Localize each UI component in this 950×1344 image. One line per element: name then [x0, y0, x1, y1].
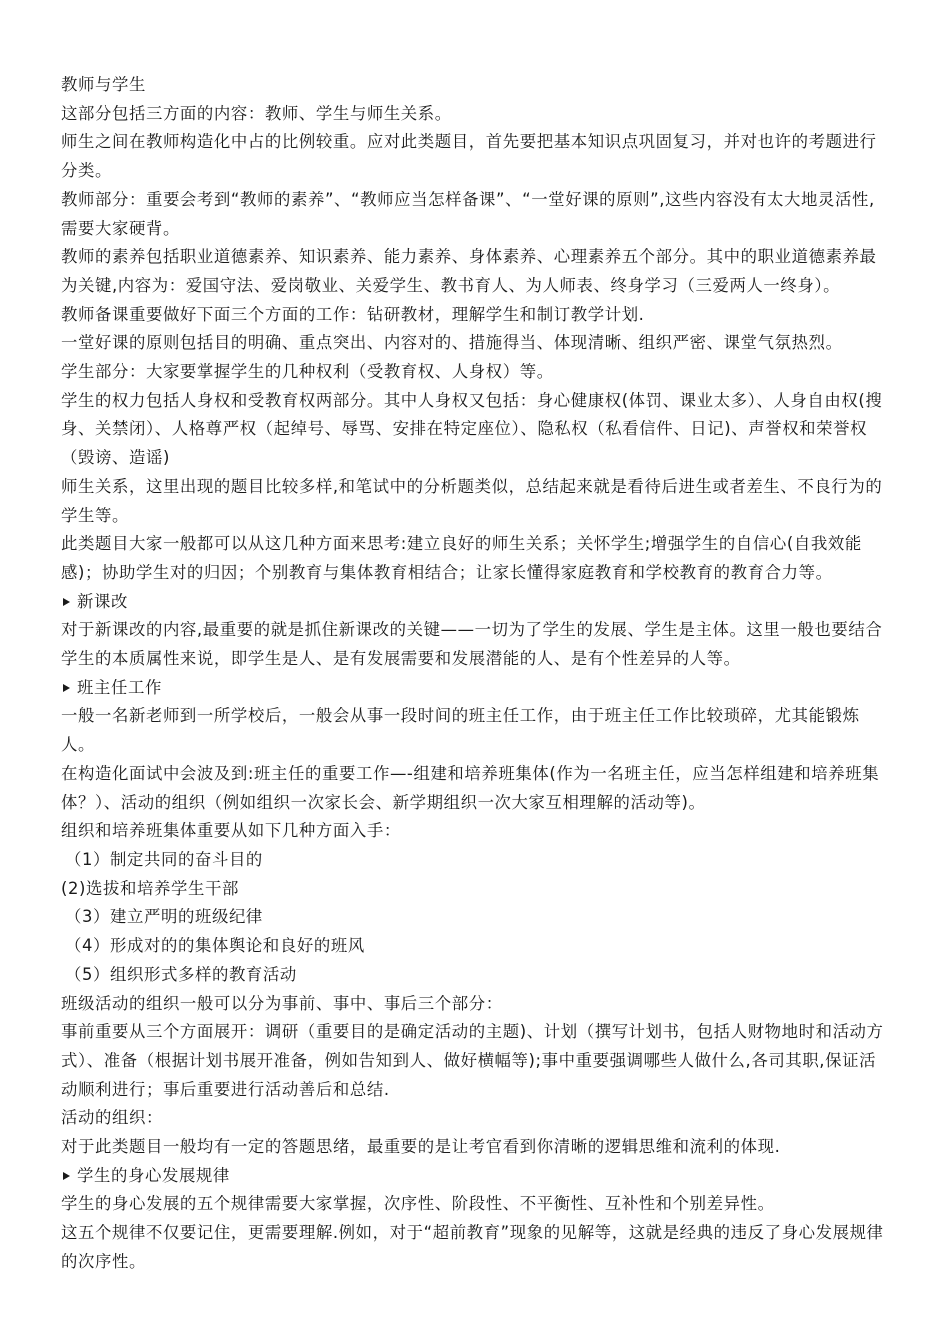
- paragraph: 教师的素养包括职业道德素养、知识素养、能力素养、身体素养、心理素养五个部分。其中的职业道德素养最为关键,内容为：爱国守法、爱岗敬业、关爱学生、教书育人、为人师表、终身学习（三爱两人一终身）。: [61, 247, 877, 295]
- section-heading-head-teacher: [61, 674, 891, 703]
- triangle-bullet-icon: [63, 1172, 70, 1180]
- document-page: [61, 71, 891, 1277]
- triangle-bullet-icon: [63, 598, 70, 606]
- list-item: （3）建立严明的班级纪律: [65, 907, 263, 927]
- paragraph: 这部分包括三方面的内容：教师、学生与师生关系。: [61, 103, 452, 123]
- list-item: （4）形成对的的集体舆论和良好的班风: [65, 936, 365, 956]
- section-heading-label: 班主任工作: [77, 677, 162, 697]
- paragraph: 事前重要从三个方面展开：调研（重要目的是确定活动的主题)、计划（撰写计划书，包括人财物地时和活动方式）、准备（根据计划书展开准备，例如告知到人、做好横幅等);事中重要强调哪些人做什么,各司其职,保证活动顺利进行；事后重要进行活动善后和总结.: [61, 1022, 884, 1099]
- paragraph: 这五个规律不仅要记住，更需要理解.例如，对于“超前教育”现象的见解等，这就是经典的违反了身心发展规律的次序性。: [61, 1223, 884, 1271]
- paragraph: 班级活动的组织一般可以分为事前、事中、事后三个部分：: [61, 993, 503, 1013]
- paragraph: 此类题目大家一般都可以从这几种方面来思考:建立良好的师生关系；关怀学生;增强学生的自信心(自我效能感)；协助学生对的归因；个别教育与集体教育相结合；让家长懂得家庭教育和学校教育的教育合力等。: [61, 534, 862, 582]
- paragraph: 教师部分：重要会考到“教师的素养”、“教师应当怎样备课”、“一堂好课的原则”,这些内容没有太大地灵活性,需要大家硬背。: [61, 189, 875, 238]
- paragraph: 师生关系，这里出现的题目比较多样,和笔试中的分析题类似，总结起来就是看待后进生或者差生、不良行为的学生等。: [61, 476, 883, 525]
- section-heading-label: 学生的身心发展规律: [77, 1165, 230, 1185]
- paragraph: 学生部分：大家要掌握学生的几种权利（受教育权、人身权）等。: [61, 362, 554, 382]
- section-heading-new-curriculum: [61, 588, 891, 617]
- list-item: （5）组织形式多样的教育活动: [65, 964, 297, 984]
- paragraph: 活动的组织：: [61, 1108, 163, 1128]
- paragraph: 学生的权力包括人身权和受教育权两部分。其中人身权又包括：身心健康权(体罚、课业太多）、人身自由权(搜身、关禁闭）、人格尊严权（起绰号、辱骂、安排在特定座位）、隐私权（私看信件、日记)、声誉权和荣誉权（毁谤、造谣): [61, 390, 883, 468]
- document-title: 教师与学生: [61, 75, 146, 94]
- paragraph: 教师备课重要做好下面三个方面的工作：钻研教材，理解学生和制订教学计划.: [61, 304, 645, 324]
- paragraph: 师生之间在教师构造化中占的比例较重。应对此类题目，首先要把基本知识点巩固复习，并对也许的考题进行分类。: [61, 132, 877, 181]
- paragraph: 一堂好课的原则包括目的明确、重点突出、内容对的、措施得当、体现清晰、组织严密、课堂气氛热烈。: [61, 333, 843, 353]
- list-item: (2)选拔和培养学生干部: [61, 878, 239, 898]
- list-item: （1）制定共同的奋斗目的: [65, 849, 263, 869]
- section-heading-label: 新课改: [77, 591, 128, 611]
- section-heading-development: [61, 1162, 891, 1191]
- paragraph: 对于此类题目一般均有一定的答题思绪，最重要的是让考官看到你清晰的逻辑思维和流利的体现.: [61, 1137, 781, 1157]
- paragraph: 对于新课改的内容,最重要的就是抓住新课改的关键——一切为了学生的发展、学生是主体。这里一般也要结合学生的本质属性来说，即学生是人、是有发展需要和发展潜能的人、是有个性差异的人等。: [61, 620, 883, 669]
- paragraph: 在构造化面试中会波及到:班主任的重要工作—-组建和培养班集体(作为一名班主任，应当怎样组建和培养班集体？）、活动的组织（例如组织一次家长会、新学期组织一次大家互相理解的活动等)。: [61, 763, 880, 812]
- paragraph: 组织和培养班集体重要从如下几种方面入手：: [61, 821, 401, 841]
- triangle-bullet-icon: [63, 684, 70, 692]
- paragraph: 一般一名新老师到一所学校后，一般会从事一段时间的班主任工作，由于班主任工作比较琐碎，尤其能锻炼人。: [61, 706, 860, 755]
- paragraph: 学生的身心发展的五个规律需要大家掌握，次序性、阶段性、不平衡性、互补性和个别差异性。: [61, 1194, 775, 1214]
